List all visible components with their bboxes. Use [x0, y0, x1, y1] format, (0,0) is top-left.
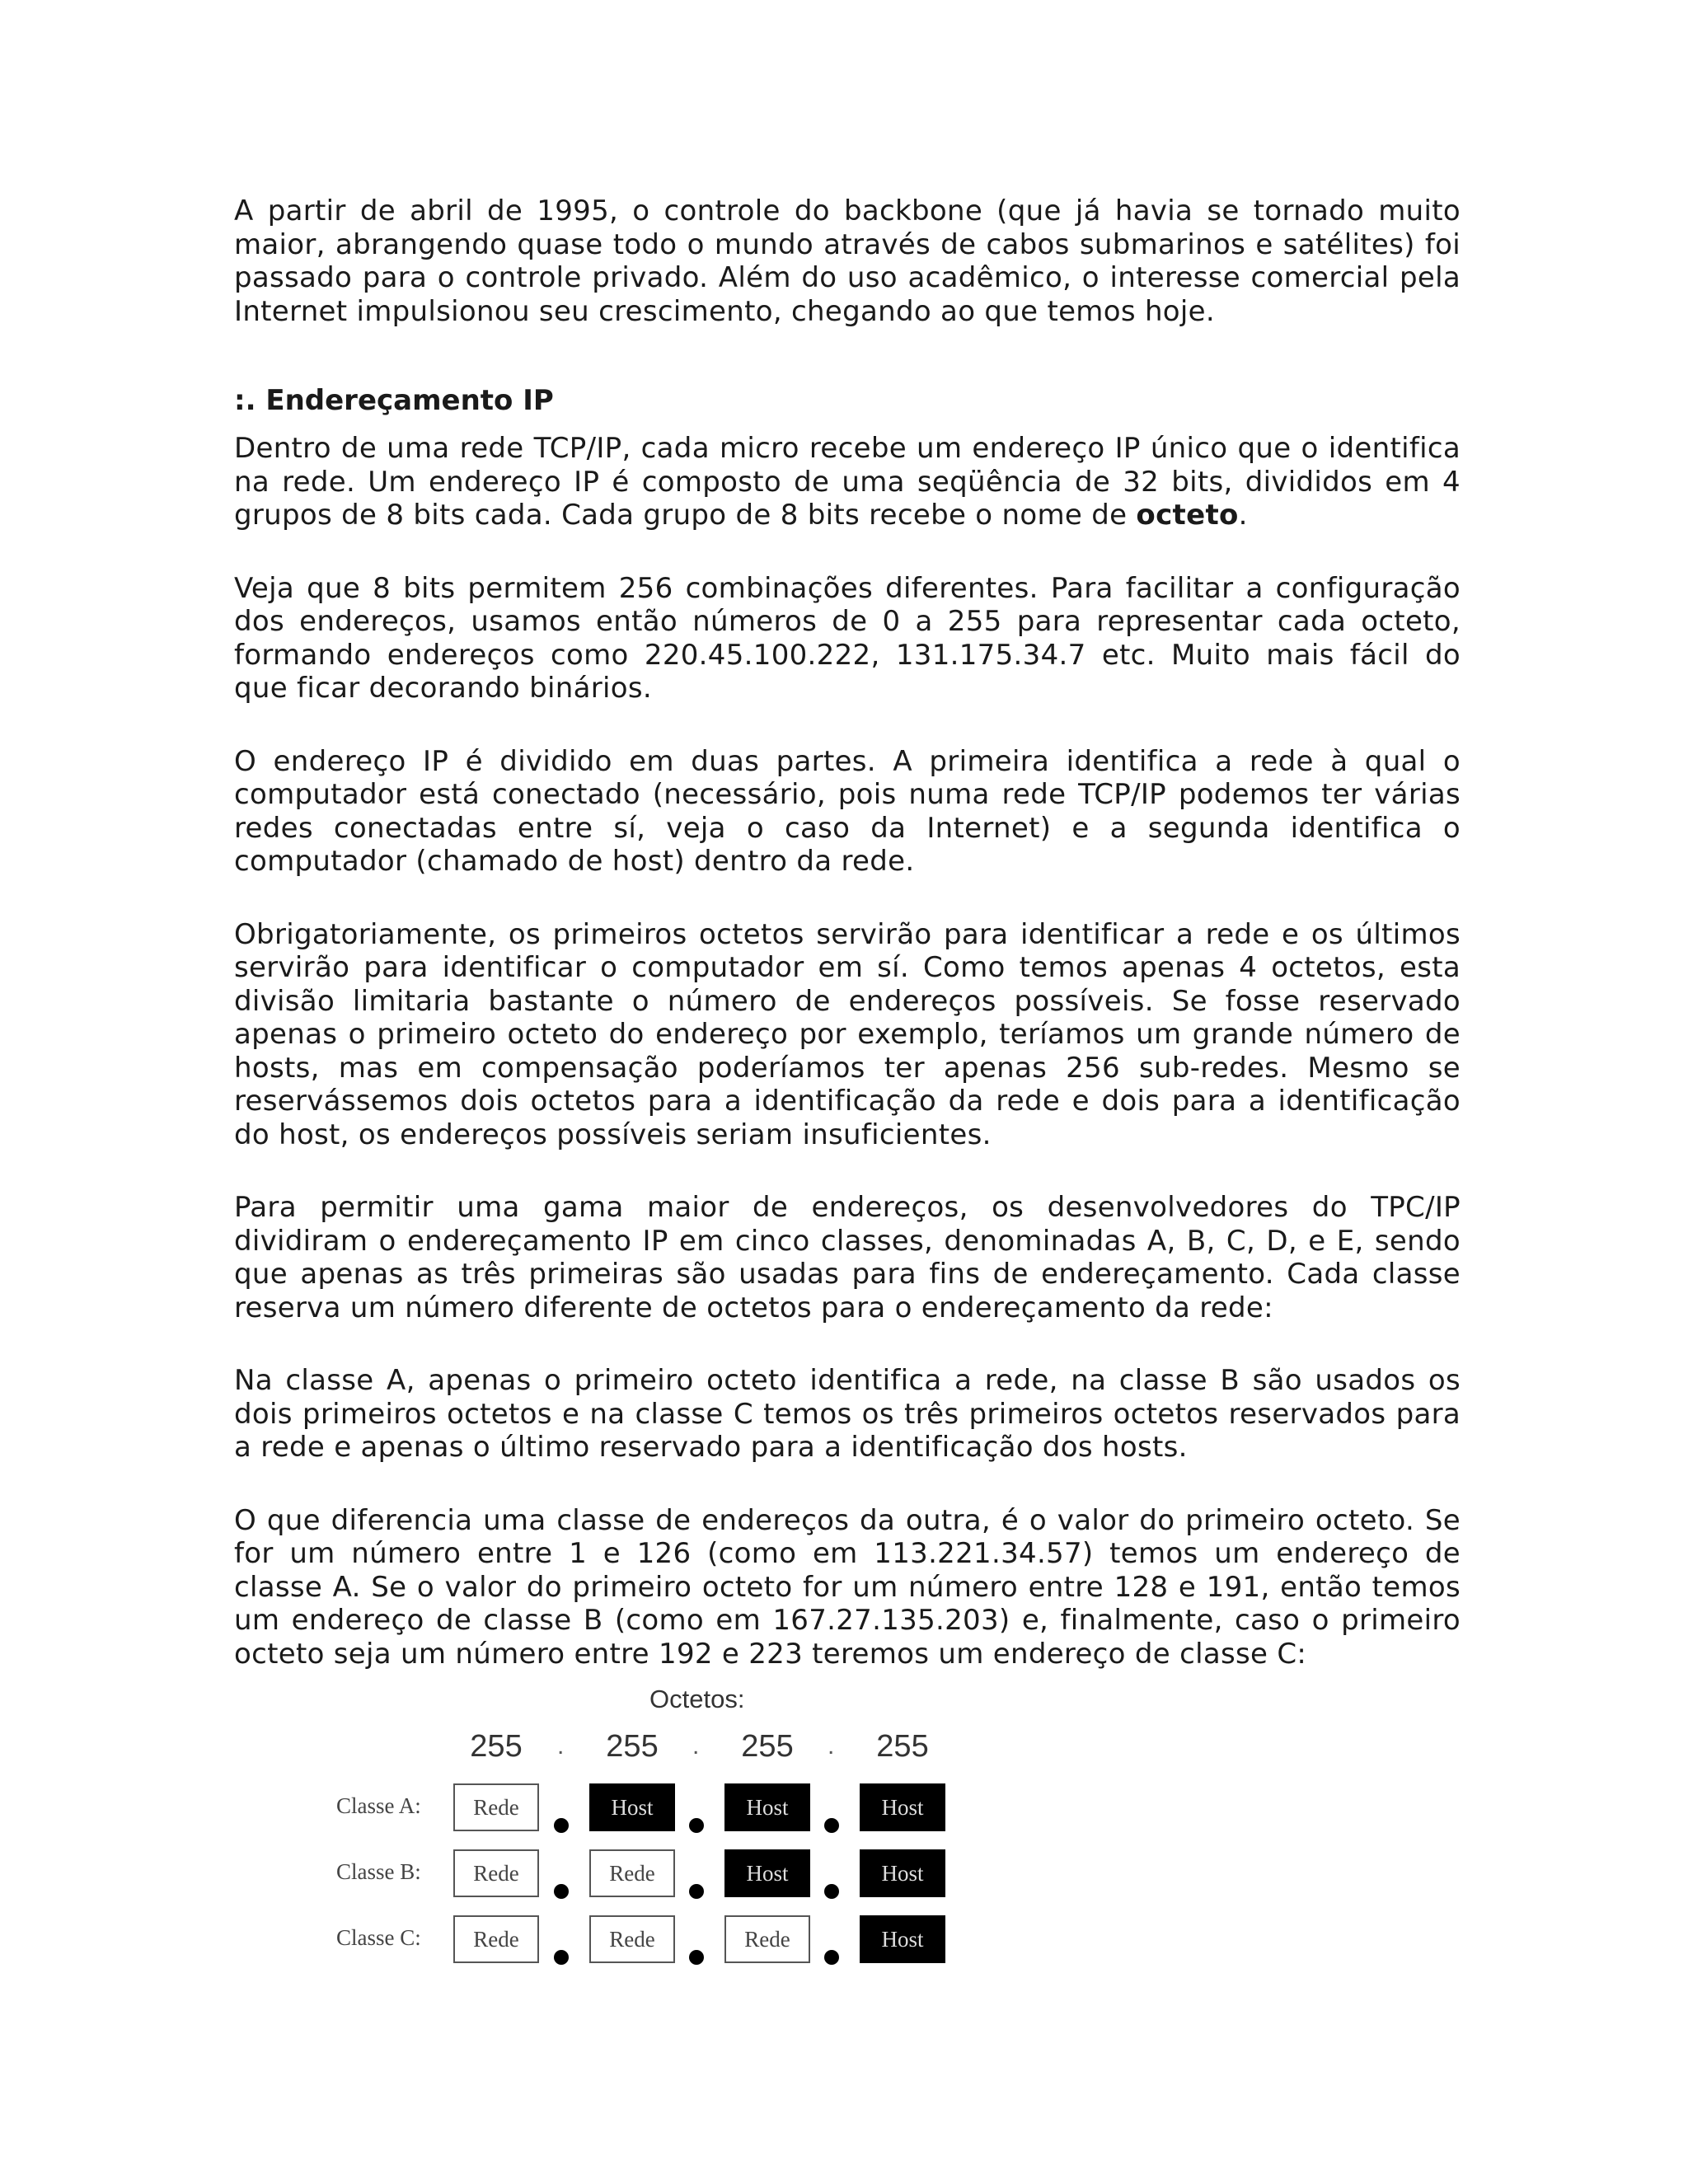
paragraph-network-host-parts: O endereço IP é dividido em duas partes. A primeira identifica a rede à qual o computador está conectado (necessário, pois numa rede TCP/IP podemos ter várias redes conectadas entre sí, veja o caso da Internet) e a segunda identifica o computador (chamado de host) dentro da rede.: [234, 744, 1461, 878]
paragraph-class-octets: Na classe A, apenas o primeiro octeto identifica a rede, na classe B são usados os dois primeiros octetos e na classe C temos os três primeiros octetos reservados para a rede e apenas o último reservado para a identificação dos hosts.: [234, 1364, 1461, 1464]
octet-value-3: 255: [741, 1729, 794, 1764]
network-cell: Rede: [724, 1915, 810, 1963]
paragraph-ip-definition-text: Dentro de uma rede TCP/IP, cada micro recebe um endereço IP único que o identifica na rede. Um endereço IP é composto de uma seqüência de 32 bits, divididos em 4 grupos de 8 bits cada. Cada grupo de 8 bits recebe o nome de: [234, 432, 1461, 532]
octet-value-4: 255: [876, 1729, 929, 1764]
network-cell: Rede: [589, 1849, 675, 1897]
octet-dot-icon: [689, 1818, 704, 1833]
host-cell: Host: [860, 1849, 945, 1897]
octet-dot-icon: [824, 1884, 839, 1899]
host-cell: Host: [724, 1783, 810, 1831]
octet-value-2: 255: [606, 1729, 659, 1764]
octet-dot-icon: [824, 1950, 839, 1965]
octet-dot-icon: [554, 1884, 569, 1899]
octet-separator: .: [828, 1732, 835, 1760]
class-label: Classe A:: [336, 1793, 421, 1818]
network-cell: Rede: [453, 1849, 539, 1897]
paragraph-octet-reservation: Obrigatoriamente, os primeiros octetos servirão para identificar a rede e os últimos servirão para identificar o computador em sí. Como temos apenas 4 octetos, esta divisão limitaria bastante o número de endereços possíveis. Se fosse reservado apenas o primeiro octeto do endereço por exemplo, teríamos um grande número de hosts, mas em compensação poderíamos ter apenas 256 sub-redes. Mesmo se reservássemos dois octetos para a identificação da rede e dois para a identificação do host, os endereços possíveis seriam insuficientes.: [234, 917, 1461, 1151]
host-cell: Host: [589, 1783, 675, 1831]
document-page: [234, 194, 1461, 1704]
octet-term: octeto: [1136, 499, 1239, 532]
octet-dot-icon: [689, 1884, 704, 1899]
octet-dot-icon: [824, 1818, 839, 1833]
paragraph-address-classes: Para permitir uma gama maior de endereços, os desenvolvedores do TPC/IP dividiram o endereçamento IP em cinco classes, denominadas A, B, C, D, e E, sendo que apenas as três primeiras são usadas para fins de endereçamento. Cada classe reserva um número diferente de octetos para o endereçamento da rede:: [234, 1191, 1461, 1324]
paragraph-backbone-history: A partir de abril de 1995, o controle do backbone (que já havia se tornado muito maior, abrangendo quase todo o mundo através de cabos submarinos e satélites) foi passado para o controle privado. Além do uso acadêmico, o interesse comercial pela Internet impulsionou seu crescimento, chegando ao que temos hoje.: [234, 194, 1461, 328]
octet-separator: .: [692, 1732, 700, 1760]
octet-dot-icon: [554, 1950, 569, 1965]
class-label: Classe B:: [336, 1859, 421, 1884]
network-cell: Rede: [453, 1783, 539, 1831]
network-cell: Rede: [589, 1915, 675, 1963]
class-label: Classe C:: [336, 1925, 421, 1950]
octet-dot-icon: [554, 1818, 569, 1833]
diagram-title: Octetos:: [649, 1685, 745, 1713]
ip-class-diagram: [330, 1685, 973, 1981]
paragraph-ip-definition-end: .: [1238, 499, 1248, 532]
host-cell: Host: [724, 1849, 810, 1897]
section-heading-ip-addressing: :. Endereçamento IP: [234, 384, 554, 417]
host-cell: Host: [860, 1783, 945, 1831]
paragraph-256-combinations: Veja que 8 bits permitem 256 combinações diferentes. Para facilitar a configuração dos endereços, usamos então números de 0 a 255 para representar cada octeto, formando endereços como 220.45.100.222, 131.175.34.7 etc. Muito mais fácil do que ficar decorando binários.: [234, 571, 1461, 705]
host-cell: Host: [860, 1915, 945, 1963]
octet-value-1: 255: [470, 1729, 523, 1764]
paragraph-ip-definition: [234, 432, 1461, 532]
octet-separator: .: [557, 1732, 565, 1760]
octet-dot-icon: [689, 1950, 704, 1965]
paragraph-class-ranges: O que diferencia uma classe de endereços da outra, é o valor do primeiro octeto. Se for um número entre 1 e 126 (como em 113.221.34.57) temos um endereço de classe A. Se o valor do primeiro octeto for um número entre 128 e 191, então temos um endereço de classe B (como em 167.27.135.203) e, finalmente, caso o primeiro octeto seja um número entre 192 e 223 teremos um endereço de classe C:: [234, 1503, 1461, 1671]
network-cell: Rede: [453, 1915, 539, 1963]
